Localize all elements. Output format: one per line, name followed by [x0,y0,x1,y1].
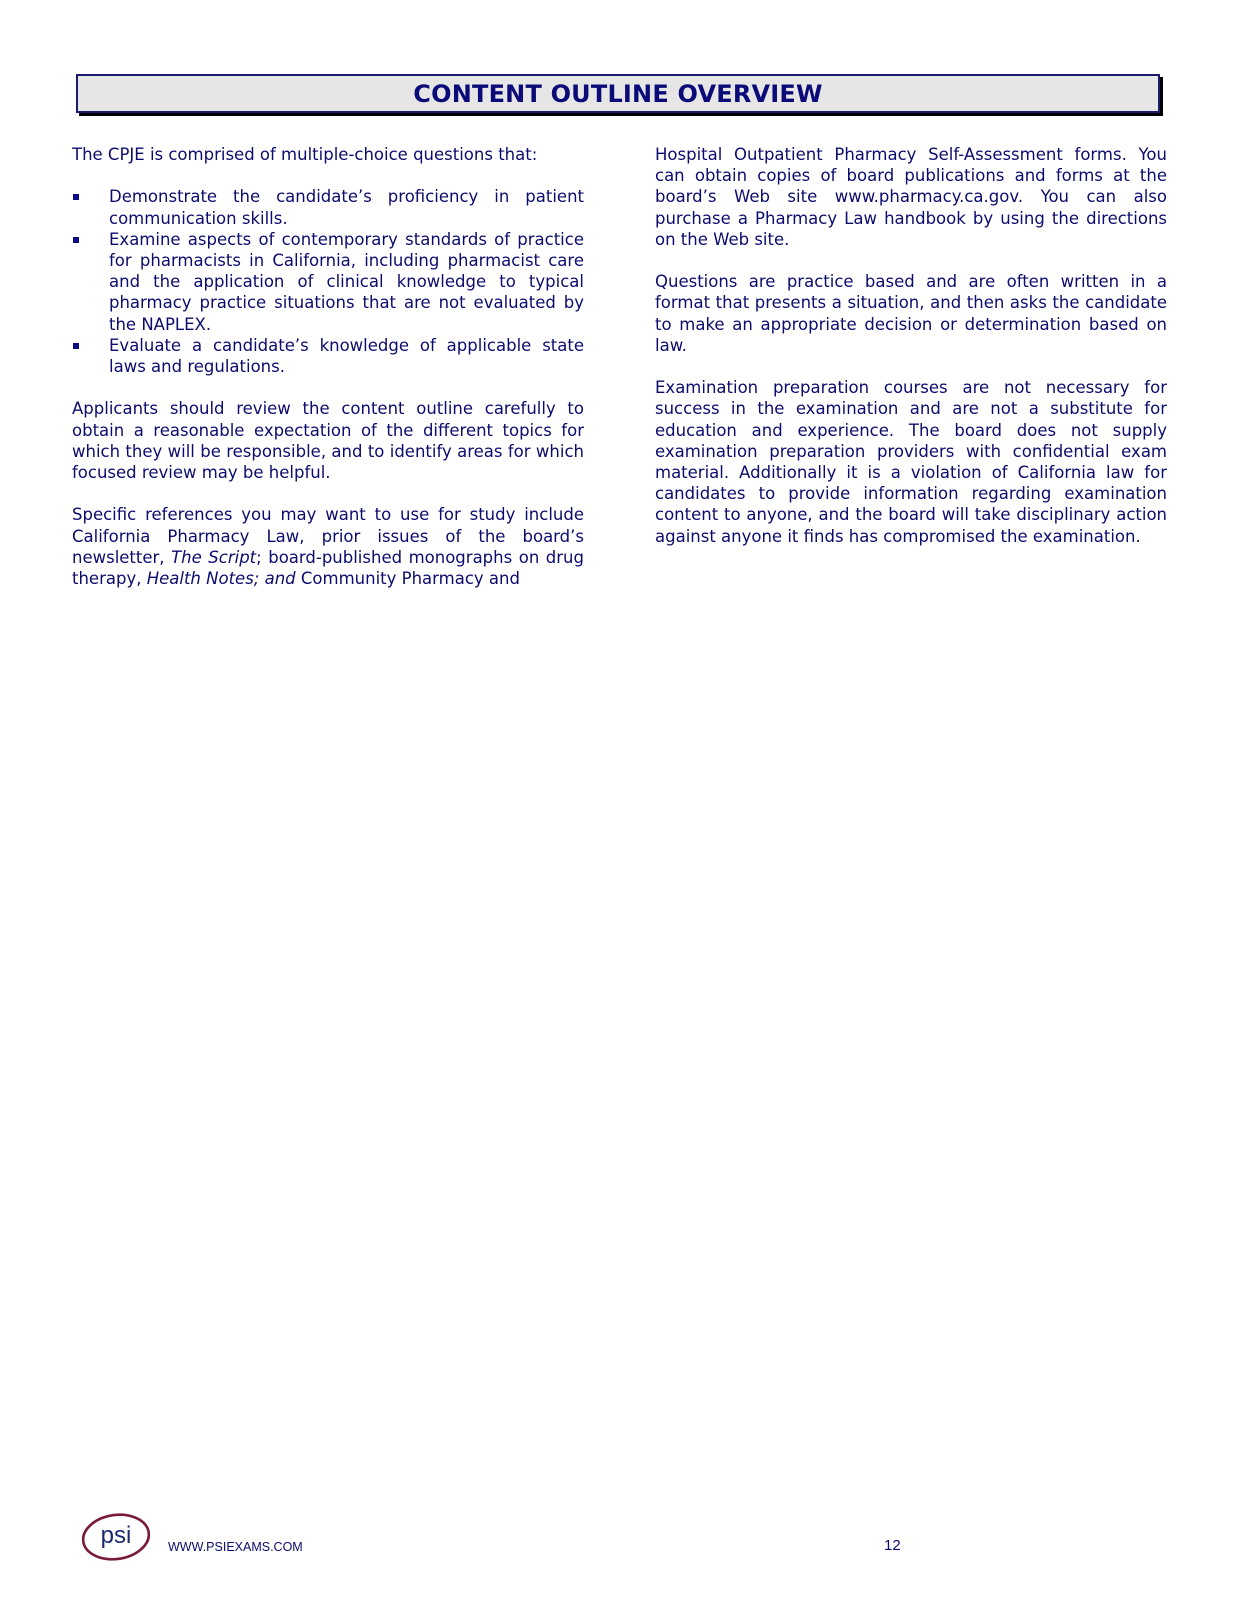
list-item-text: Evaluate a candidate’s knowledge of applicable state laws and regulations. [109,335,584,377]
references-text: Community Pharmacy and [295,569,520,589]
square-bullet-icon [73,194,79,200]
list-item [72,186,584,228]
page-title: CONTENT OUTLINE OVERVIEW [413,79,823,108]
title-banner [76,74,1160,113]
forms-paragraph: Hospital Outpatient Pharmacy Self-Assessment forms. You can obtain copies of board publications and forms at the board’s Web site www.pharmacy.ca.gov. You can also purchase a Pharmacy Law handbook by using the directions on the Web site. [655,145,1167,249]
left-column [72,144,584,610]
list-item [72,229,584,335]
square-bullet-icon [73,237,79,243]
footer-url: WWW.PSIEXAMS.COM [168,1540,303,1554]
intro-paragraph: The CPJE is comprised of multiple-choice questions that: [72,145,538,164]
square-bullet-icon [73,343,79,349]
courses-paragraph: Examination preparation courses are not necessary for success in the examination and are not a substitute for education and experience. The board does not supply examination preparation providers with confidential exam material. Additionally it is a violation of California law for candidates to provide information regarding examination content to anyone, and the board will take disciplinary action against anyone it finds has compromised the examination. [655,378,1167,546]
list-item-text: Demonstrate the candidate’s proficiency in patient communication skills. [109,187,584,228]
references-text: Specific references you may want to use for study include California Pharmacy Law, prior issues of the board’s newsletter, [72,505,584,567]
health-notes-title: Health Notes; and [146,569,296,589]
list-item [72,335,584,377]
logo-text: psi [100,1522,132,1549]
references-text: ; board-published monographs on drug therapy, [72,547,584,589]
page-number: 12 [884,1537,901,1554]
list-item-text: Examine aspects of contemporary standards of practice for pharmacists in California, including pharmacist care and the application of clinical knowledge to typical pharmacy practice situations that are not evaluated by the NAPLEX. [109,229,584,334]
right-column [655,144,1167,568]
references-paragraph [72,504,584,589]
review-paragraph: Applicants should review the content outline carefully to obtain a reasonable expectation of the different topics for which they will be responsible, and to identify areas for which focused review may be helpful. [72,399,584,483]
questions-paragraph: Questions are practice based and are often written in a format that presents a situation, and then asks the candidate to make an appropriate decision or determination based on law. [655,272,1167,355]
bullet-list [72,186,584,377]
newsletter-title: The Script [171,547,257,567]
psi-logo [80,1510,152,1562]
